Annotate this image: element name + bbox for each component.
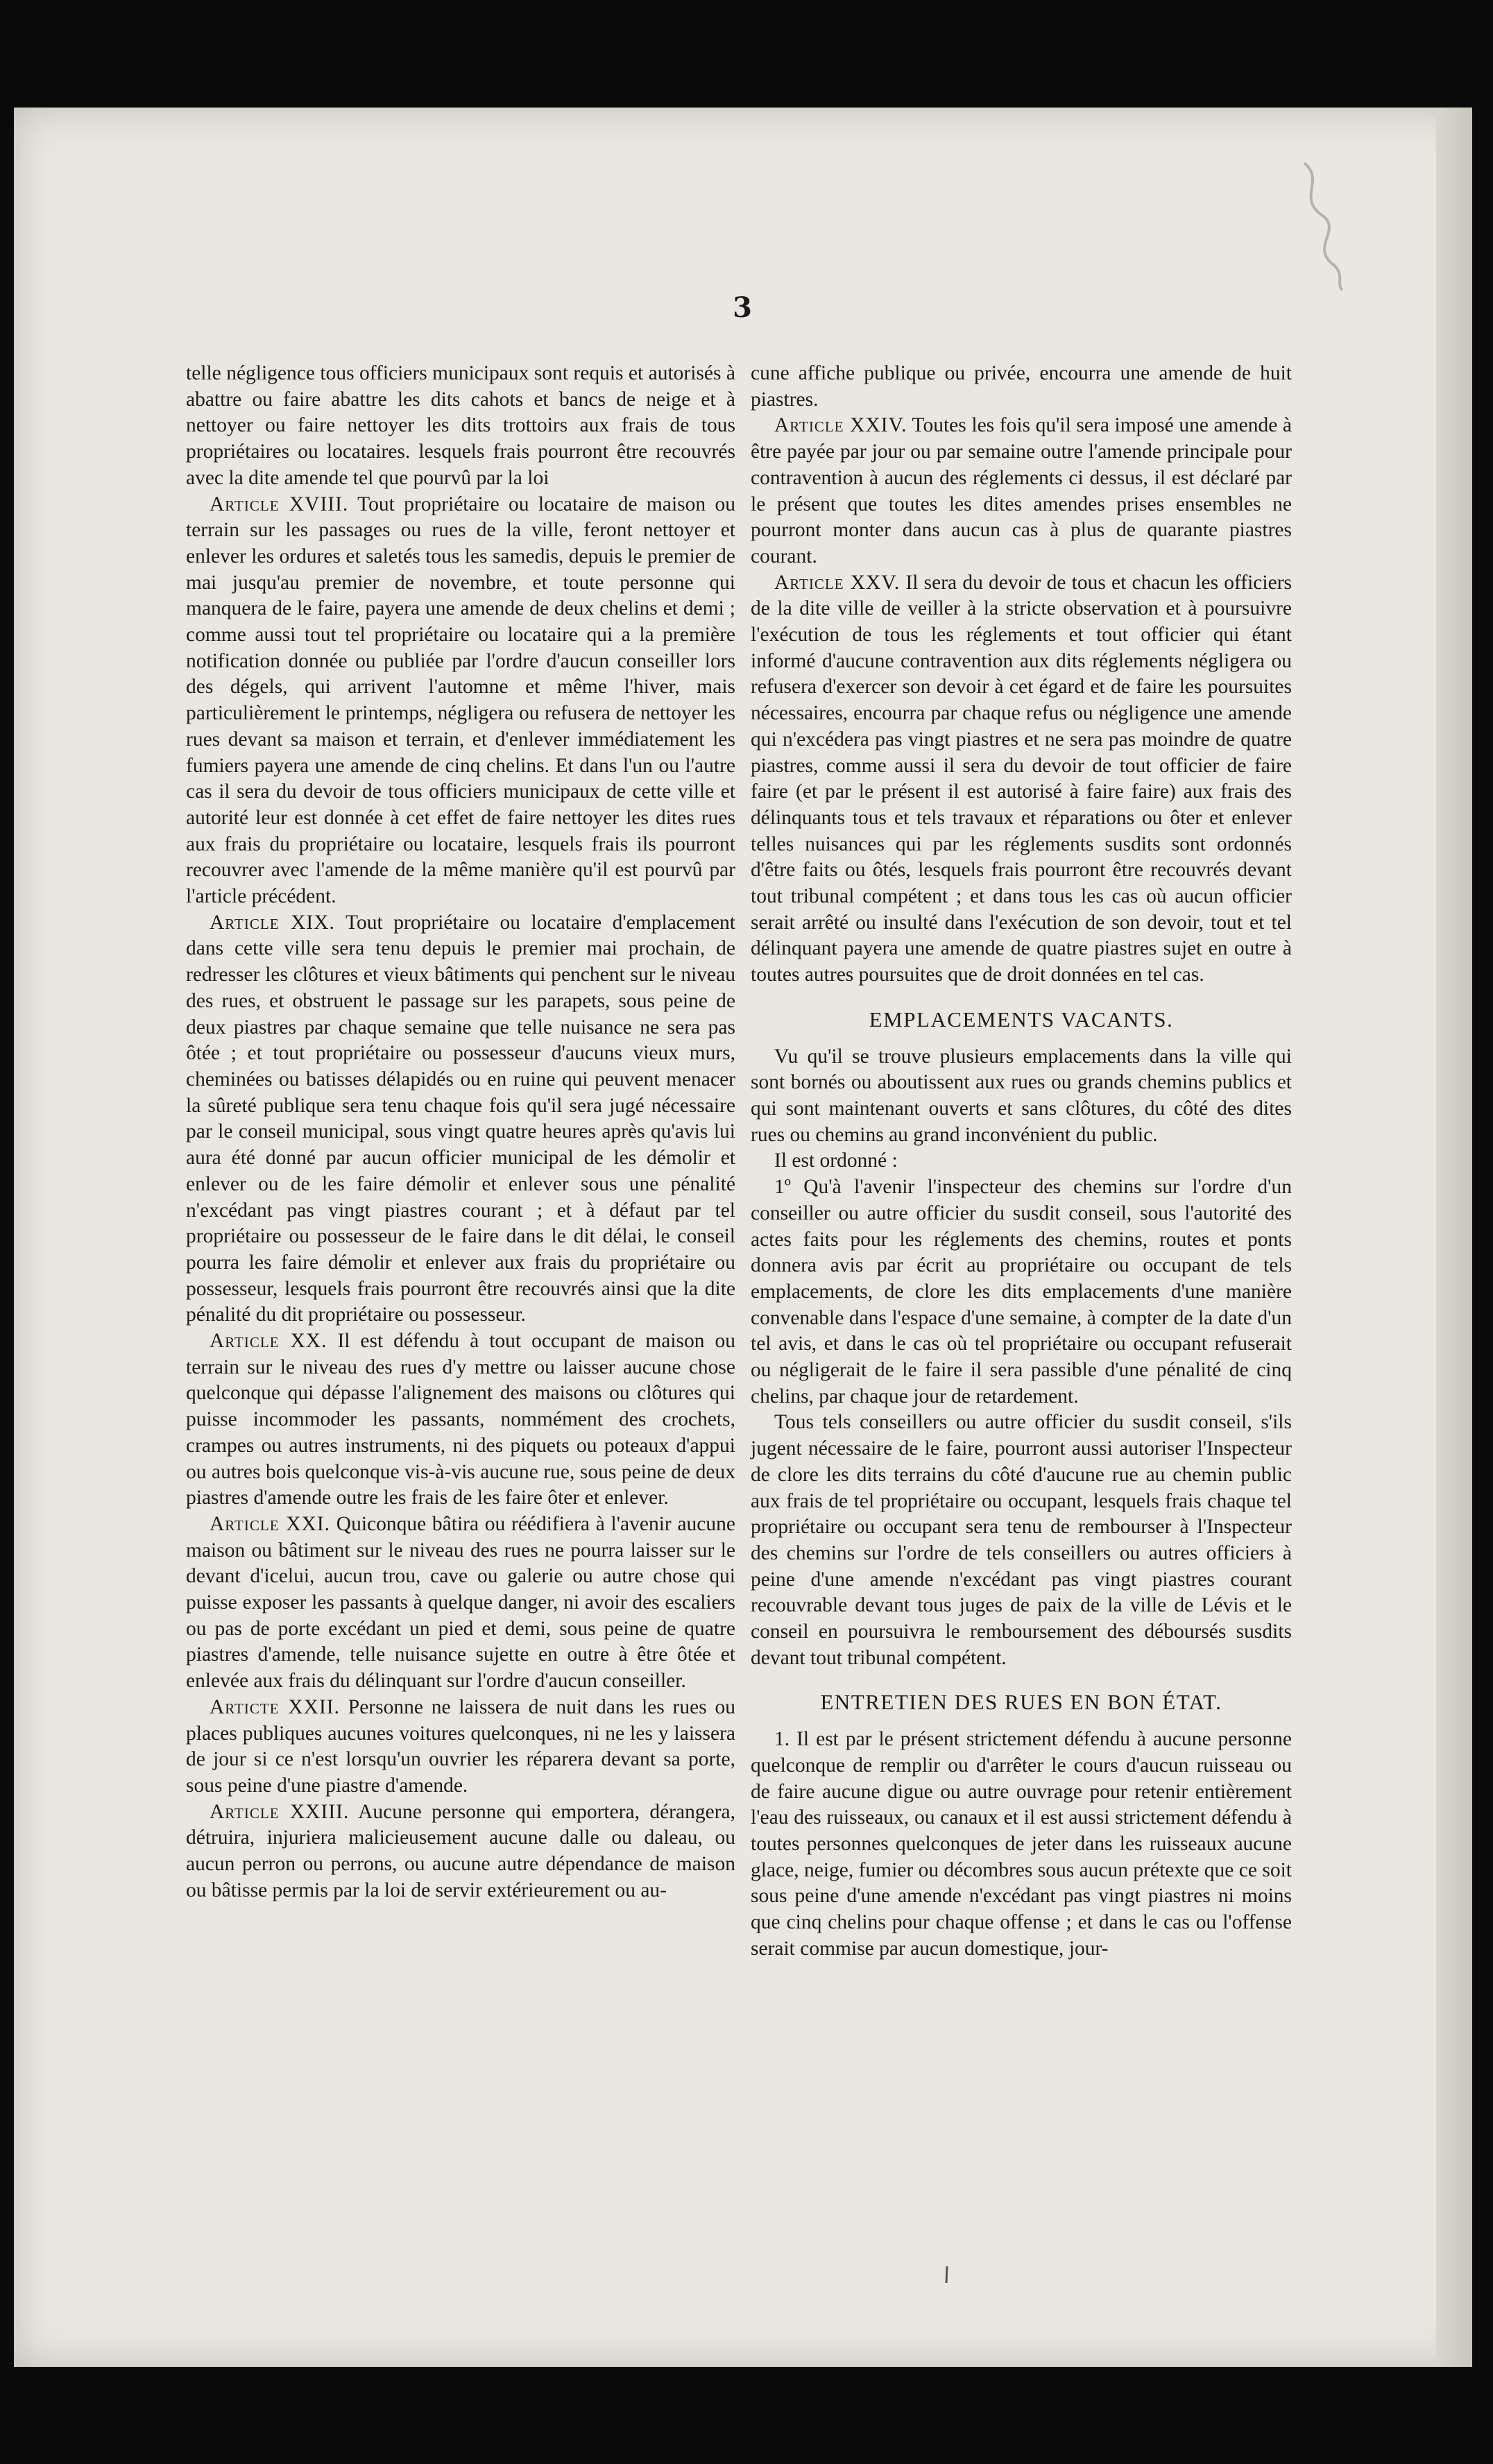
section-paragraph: Il est ordonné : [774,1149,898,1172]
article-xviii [186,492,735,910]
article-xxi [186,1512,735,1695]
article-label: Article XXV. [774,571,901,594]
article-label: Article XXIII. [210,1800,350,1823]
section-paragraph: Tous tels conseillers ou autre officier du susdit conseil, s'ils jugent nécessaire de le faire, pourront aussi autoriser l'Inspecteur de clore les dits terrains du côté d'aucune rue au chemin public aux frais de tel propriétaire ou occupant, lesquels frais chaque tel propriétaire ou occupant sera tenu de rembourser à l'Inspecteur des chemins sur l'ordre de tels conseillers ou autres officiers à peine d'une amende n'excédant pas vingt piastres courant recouvrable devant tous juges de paix de la ville de Lévis et le conseil en poursuivra le remboursement des déboursés susdits devant tout tribunal compétent. [751,1411,1292,1669]
left-paragraph [186,361,735,492]
section-heading-street-maintenance: ENTRETIEN DES RUES EN BON ÉTAT. [820,1690,1222,1715]
section-paragraph: 1. Il est par le présent strictement défendu à aucune personne quelconque de remplir ou d'arrêter le cours d'aucun ruisseau ou de faire aucune digue ou autre ouvrage pour retenir entièrement l'eau des ruisseaux, ou canaux et il est aussi strictement défendu à toutes personnes quelconques de jeter dans les ruisseaux aucune glace, neige, fumier ou décombres sous aucun prétexte que ce soit sous peine d'une amende n'excédant pas vingt piastres ni moins que cinq chelins pour chaque offense ; et dans le cas ou l'offense serait commise par aucun domestique, jour- [751,1728,1292,1960]
paragraph-text: telle négligence tous officiers municipaux sont requis et autorisés à abattre ou faire abattre les dits cahots et bancs de neige et à nettoyer ou faire nettoyer les dits trottoirs aux frais de tous propriétaires ou locataires. lesquels frais pourront être recouvrés avec la dite amende tel que pourvû par la loi [186,362,735,489]
article-xix [186,910,735,1328]
article-text: Tout propriétaire ou locataire d'emplacement dans cette ville sera tenu depuis le premier mai prochain, de redresser les clôtures et vieux bâtiments qui penchent sur le niveau des rues, et obstruent le passage sur les parapets, sous peine de deux piastres par chaque semaine que telle nuisance ne sera pas ôtée ; et tout propriétaire ou possesseur d'aucuns vieux murs, cheminées ou batisses délapidés ou en ruine qui peuvent menacer la sûreté publique sera tenu chaque fois qu'il sera jugé nécessaire par le conseil municipal, sous vingt quatre heures après qu'avis lui aura été donné par aucun officier municipal de les démolir et enlever ou de les faire démolir et enlever sous une pénalité n'excédant pas vingt piastres courant ; et à défaut par tel propriétaire ou possesseur de le faire dans le dit délai, le conseil pourra les faire démolir et enlever aux frais du propriétaire ou possesseur, lesquels frais pourront être recouvrés ainsi que la dite pénalité du dit propriétaire ou possesseur. [186,911,735,1326]
section-heading-vacant-lots: EMPLACEMENTS VACANTS. [869,1007,1174,1032]
article-text: Personne ne laissera de nuit dans les rues ou places publiques aucunes voitures quelconques, ni ne les y laissera de jour si ce n'est lorsqu'un ouvrier les réparera devant sa porte, sous peine d'une piastre d'amende. [186,1695,735,1797]
article-label: Article XIX. [210,911,335,934]
article-xxiv [751,413,1292,570]
page-number: 3 [733,291,752,324]
article-text: Quiconque bâtira ou réédifiera à l'avenir aucune maison ou bâtiment sur le niveau des rues ne pourra laisser sur le devant d'icelui, aucun trou, cave ou galerie ou autre chose qui puisse exposer les passants à quelque danger, ni avoir des escaliers ou pas de porte excédant un pied et demi, sous peine de quatre piastres d'amende, telle nuisance sujette en outre à être ôtée et enlevée aux frais du délinquant sur l'ordre d'aucun conseiller. [186,1512,735,1693]
article-label: Article XXI. [210,1512,331,1535]
article-xxii [186,1695,735,1799]
article-xxv [751,570,1292,989]
article-text: Il sera du devoir de tous et chacun les officiers de la dite ville de veiller à la stricte observation et à poursuivre l'exécution de tous les réglements et tout officier qui étant informé d'aucune contravention aux dits réglements négligera ou refusera d'exercer son devoir à cet égard et de faire les poursuites nécessaires, encourra par chaque refus ou négligence une amende qui n'excédera pas vingt piastres et ne sera pas moindre de quatre piastres, comme aussi il sera du devoir de tout officier de faire faire (et par le présent il est autorisé à faire faire) aux frais des délinquants tous et tels travaux et réparations ou ôter et enlever telles nuisances qui par les réglements susdits sont ordonnés d'être faits ou ôtés, lesquels frais pourront être recouvrés devant tout tribunal compétent ; et dans tous les cas où aucun officier serait arrêté ou insulté dans l'exécution de son devoir, tout et tel délinquant payera une amende de quatre piastres sujet en outre à toutes autres poursuites que de droit données en tel cas. [751,571,1292,986]
article-text: Tout propriétaire ou locataire de maison ou terrain sur les passages ou rues de la ville, feront nettoyer et enlever les ordures et saletés tous les samedis, depuis le premier de mai jusqu'au premier de novembre, et toute personne qui manquera de le faire, payera une amende de deux chelins et demi ; comme aussi tout tel propriétaire ou locataire qui a la première notification donnée ou publiée par l'ordre d'aucun conseiller lors des dégels, qui arrivent l'automne et même l'hiver, mais particulièrement le printemps, négligera ou refusera de nettoyer les rues devant sa maison et terrain, et d'enlever immédiatement les fumiers payera une amende de cinq chelins. Et dans l'un ou l'autre cas il sera du devoir de tous officiers municipaux de cette ville et autorité leur est donnée à cet effet de faire nettoyer les dites rues aux frais du propriétaire ou locataire, lesquels frais ils pourront recouvrer avec l'amende de la même manière qu'il est pourvû par l'article précédent. [186,493,735,908]
page-edge-shadow [1436,108,1472,2367]
left-column [186,361,735,1903]
ink-mark [944,2265,950,2284]
right-column [751,361,1292,1962]
article-text: Il est défendu à tout occupant de maison ou terrain sur le niveau des rues d'y mettre ou laisser aucune chose quelconque qui dépasse l'alignement des maisons ou clôtures qui puisse incommoder les passants, nommément des crochets, crampes ou autres instruments, ni des piquets ou poteaux d'appui ou autres bois quelconque vis-à-vis aucune rue, sous peine de deux piastres d'amende outre les frais de les faire ôter et enlever. [186,1330,735,1509]
pencil-mark [1283,160,1360,291]
article-xx [186,1328,735,1512]
right-intro: cune affiche publique ou privée, encourra une amende de huit piastres. [751,362,1292,411]
article-label: Article XXIV. [774,414,907,437]
article-label: Article XX. [210,1330,327,1353]
article-label: Artictе XXII. [210,1695,340,1718]
article-text: Aucune personne qui emportera, dérangera, détruira, injuriera malicieusement aucune dalle ou daleau, ou aucun perron ou perrons, ou aucune autre dépendance de maison ou bâtisse permis par la loi de servir extérieurement ou au- [186,1800,735,1901]
article-text: Toutes les fois qu'il sera imposé une amende à être payée par jour ou par semaine outre l'amende principale pour contravention à aucun des réglements ci dessus, il est déclaré par le présent que toutes les dites amendes prises ensembles ne pourront monter dans aucun cas à plus de quarante piastres courant. [751,414,1292,567]
section-paragraph: 1º Qu'à l'avenir l'inspecteur des chemins sur l'ordre d'un conseiller ou autre officier du susdit conseil, sous l'autorité des actes faits pour les réglements des chemins, routes et ponts donnera avis par écrit au propriétaire ou occupant de tels emplacements, de clore les dits emplacements d'une manière convenable dans l'espace d'une semaine, à compter de la date d'un tel avis, et dans le cas où tel propriétaire ou occupant refuserait ou négligerait de le faire il sera passible d'une pénalité de cinq chelins, par chaque jour de retardement. [751,1176,1292,1408]
article-label: Article XVIII. [210,493,349,515]
section-paragraph: Vu qu'il se trouve plusieurs emplacements dans la ville qui sont bornés ou aboutissent aux rues ou grands chemins publics et qui sont maintenant ouverts et sans clôtures, du côté des dites rues ou chemins au grand inconvénient du public. [751,1045,1292,1146]
article-xxiii [186,1799,735,1904]
